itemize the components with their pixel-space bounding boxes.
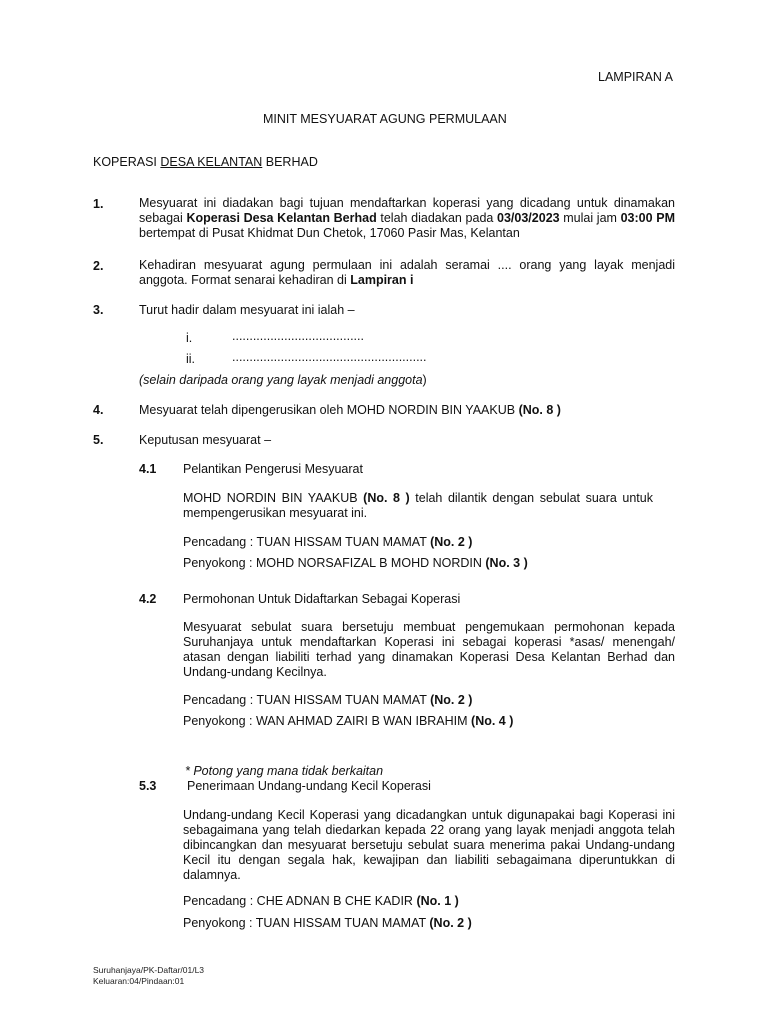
coop-name: Koperasi Desa Kelantan Berhad — [186, 211, 377, 225]
section-4-2-penyokong — [183, 714, 513, 728]
item-4-text — [139, 403, 561, 417]
section-4-1-title: Pelantikan Pengerusi Mesyuarat — [183, 462, 363, 476]
section-4-2-body: Mesyuarat sebulat suara bersetuju membuat pengemukaan permohonan kepada Suruhanjaya untuk mendaftarkan Koperasi ini sebagai koperasi *asas/ menengah/ atasan dengan liabiliti terhad yang dinamakan Koperasi Desa Kelantan Berhad dan Undang-undang Kecilnya. — [183, 620, 675, 679]
s41-pencadang-number: (No. 2 ) — [430, 535, 473, 549]
s41-body-a: MOHD NORDIN BIN YAAKUB — [183, 491, 364, 505]
attendee-ii-label: ii. — [186, 352, 196, 366]
s53-penyokong-name: Penyokong : TUAN HISSAM TUAN MAMAT — [183, 916, 430, 930]
item-3-text: Turut hadir dalam mesyuarat ini ialah – — [139, 303, 355, 317]
s53-pencadang-name: Pencadang : CHE ADNAN B CHE KADIR — [183, 894, 417, 908]
item-4-number: 4. — [93, 403, 104, 417]
item-1-text-a: Mesyuarat ini diadakan bagi tujuan mendaftarkan koperasi yang dicadang untuk dinamakan sebagai — [139, 196, 675, 225]
item-5-text: Keputusan mesyuarat – — [139, 433, 272, 447]
section-5-3-number: 5.3 — [139, 779, 157, 793]
item-1-number: 1. — [93, 197, 104, 211]
organization-name — [93, 155, 318, 169]
s53-penyokong-number: (No. 2 ) — [429, 916, 472, 930]
lampiran-i-ref: Lampiran i — [350, 273, 414, 287]
s42-pencadang-number: (No. 2 ) — [430, 693, 473, 707]
attendee-i-label: i. — [186, 331, 193, 345]
section-5-3-title: Penerimaan Undang-undang Kecil Koperasi — [187, 779, 431, 793]
item-1-text-b: telah diadakan pada — [376, 211, 498, 225]
chairman-text: Mesyuarat telah dipengerusikan oleh MOHD NORDIN BIN YAAKUB — [139, 403, 519, 417]
org-suffix: BERHAD — [262, 155, 318, 169]
attendee-i-blank: ...................................... — [232, 329, 364, 343]
document-title: MINIT MESYUARAT AGUNG PERMULAAN — [263, 112, 507, 126]
item-5-number: 5. — [93, 433, 104, 447]
section-4-2-pencadang — [183, 693, 472, 707]
s42-pencadang-name: Pencadang : TUAN HISSAM TUAN MAMAT — [183, 693, 431, 707]
footer-revision: Keluaran:04/Pindaan:01 — [93, 976, 185, 986]
org-prefix: KOPERASI — [93, 155, 161, 169]
item-3-number: 3. — [93, 303, 104, 317]
item-1-text — [139, 196, 675, 241]
s42-penyokong-name: Penyokong : WAN AHMAD ZAIRI B WAN IBRAHIM — [183, 714, 472, 728]
s41-penyokong-name: Penyokong : MOHD NORSAFIZAL B MOHD NORDIN — [183, 556, 486, 570]
s42-penyokong-number: (No. 4 ) — [471, 714, 514, 728]
meeting-date: 03/03/2023 — [497, 211, 560, 225]
section-4-1-body — [183, 491, 653, 521]
item-2-text-a: Kehadiran mesyuarat agung permulaan ini adalah seramai .... orang yang layak menjadi anggota. Format senarai kehadiran di — [139, 258, 675, 287]
s41-body-b: telah dilantik dengan sebulat suara untuk mempengerusikan mesyuarat ini. — [183, 491, 653, 520]
attendee-note-text: (selain daripada orang yang layak menjadi anggota — [139, 373, 423, 387]
item-2-text — [139, 258, 675, 288]
attendee-note-close: ) — [422, 373, 427, 387]
lampiran-label: LAMPIRAN A — [598, 70, 674, 84]
s53-pencadang-number: (No. 1 ) — [416, 894, 459, 908]
item-1-text-d: bertempat di Pusat Khidmat Dun Chetok, 17060 Pasir Mas, Kelantan — [139, 226, 520, 240]
section-4-1-penyokong — [183, 556, 528, 570]
section-4-2-title: Permohonan Untuk Didaftarkan Sebagai Koperasi — [183, 592, 461, 606]
attendee-ii-blank: ........................................................ — [232, 350, 427, 364]
item-2-number: 2. — [93, 259, 104, 273]
section-5-3-body: Undang-undang Kecil Koperasi yang dicadangkan untuk digunapakai bagi Koperasi ini sebagaimana yang telah diedarkan kepada 22 orang yang layak menjadi anggota telah dibincangkan dan mesyuarat bersetuju sebulat suara menerima pakai Undang-undang Kecil itu dengan segala hak, kewajipan dan liabiliti sebagaimana diperuntukkan di dalamnya. — [183, 808, 675, 882]
s41-pencadang-name: Pencadang : TUAN HISSAM TUAN MAMAT — [183, 535, 431, 549]
footnote-potong: * Potong yang mana tidak berkaitan — [185, 764, 384, 778]
section-5-3-penyokong — [183, 916, 472, 930]
meeting-time: 03:00 PM — [620, 211, 675, 225]
section-4-2-number: 4.2 — [139, 592, 157, 606]
s41-penyokong-number: (No. 3 ) — [485, 556, 528, 570]
attendee-note — [139, 373, 427, 387]
chairman-number: (No. 8 ) — [518, 403, 561, 417]
org-name: DESA KELANTAN — [160, 155, 263, 169]
section-4-1-pencadang — [183, 535, 472, 549]
section-5-3-pencadang — [183, 894, 459, 908]
section-4-1-number: 4.1 — [139, 462, 157, 476]
item-1-text-c: mulai jam — [559, 211, 621, 225]
s41-body-number: (No. 8 ) — [363, 491, 410, 505]
footer-form-code: Suruhanjaya/PK-Daftar/01/L3 — [93, 965, 205, 975]
